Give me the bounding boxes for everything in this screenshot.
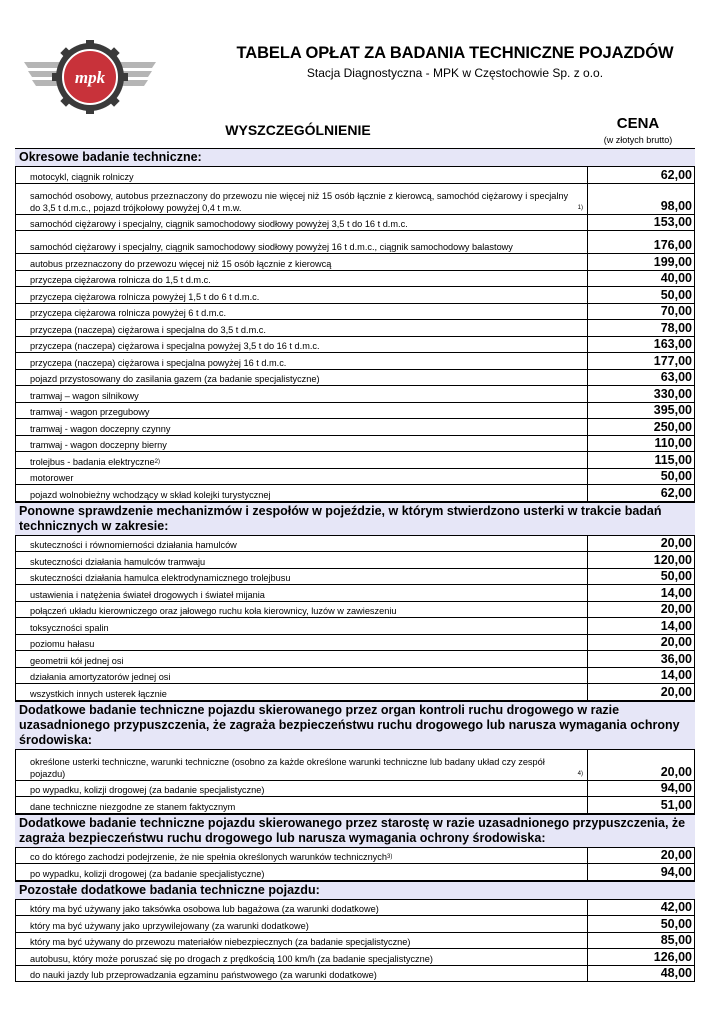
row-description <box>16 469 588 485</box>
section-title: Dodatkowe badanie techniczne pojazdu skierowanego przez organ kontroli ruchu drogowego w razie uzasadnionego przypuszczenia, że zagraża bezpieczeństwu ruchu drogowego lub narusza wymagania ochrony środowiska: <box>15 701 695 749</box>
row-description <box>16 271 588 287</box>
row-price: 14,00 <box>660 585 692 600</box>
table-row <box>15 353 695 370</box>
row-description <box>16 900 588 916</box>
row-price: 40,00 <box>660 271 692 285</box>
table-row <box>15 215 695 232</box>
table-row <box>15 436 695 453</box>
row-description <box>16 386 588 402</box>
row-description <box>16 949 588 965</box>
row-label: tramwaj - wagon doczepny czynny <box>30 423 171 434</box>
table-row <box>15 552 695 569</box>
row-label: przyczepa (naczepa) ciężarowa i specjalna powyżej 16 t d.m.c. <box>30 357 287 368</box>
section-title: Okresowe badanie techniczne: <box>15 148 695 166</box>
row-description <box>16 215 588 231</box>
row-price: 163,00 <box>653 337 692 351</box>
logo-text: mpk <box>74 68 106 87</box>
row-description <box>16 668 588 684</box>
table-row <box>15 864 695 881</box>
footnote-marker: 2) <box>154 458 160 465</box>
table-row <box>15 320 695 337</box>
section-title: Dodatkowe badanie techniczne pojazdu skierowanego przez starostę w razie uzasadnionego przypuszczenia, że zagraża bezpieczeństwu ruchu drogowego lub narusza wymagania ochrony środowiska: <box>15 814 695 847</box>
row-description <box>16 797 588 813</box>
row-description <box>16 848 588 864</box>
row-label: wszystkich innych usterek łącznie <box>30 688 167 699</box>
table-row <box>15 403 695 420</box>
row-label: przyczepa ciężarowa rolnicza powyżej 1,5 t do 6 t d.m.c. <box>30 291 260 302</box>
row-description <box>16 684 588 700</box>
table-row <box>15 916 695 933</box>
row-price: 126,00 <box>653 949 692 964</box>
section-rows <box>15 899 695 983</box>
row-description <box>16 353 588 369</box>
table-row <box>15 287 695 304</box>
table-row <box>15 452 695 469</box>
table-row <box>15 949 695 966</box>
row-description <box>16 254 588 270</box>
row-label: po wypadku, kolizji drogowej (za badanie specjalistyczne) <box>30 868 265 879</box>
table-row <box>15 419 695 436</box>
row-price: 62,00 <box>660 167 692 182</box>
row-price: 48,00 <box>660 966 692 980</box>
row-label: trolejbus - badania elektryczne <box>30 456 155 467</box>
row-label: po wypadku, kolizji drogowej (za badanie specjalistyczne) <box>30 785 265 795</box>
table-row <box>15 485 695 502</box>
table-row <box>15 933 695 950</box>
table-row <box>15 535 695 553</box>
row-label: skuteczności działania hamulców tramwaju <box>30 556 206 567</box>
footnote-marker: 1) <box>577 204 583 211</box>
section-title: Pozostałe dodatkowe badania techniczne pojazdu: <box>15 881 695 899</box>
row-price: 14,00 <box>660 618 692 633</box>
row-label: skuteczności i równomierności działania hamulców <box>30 540 237 550</box>
row-price: 330,00 <box>653 386 692 401</box>
table-row <box>15 781 695 798</box>
row-description <box>16 304 588 320</box>
row-description <box>16 452 588 468</box>
row-description <box>16 750 588 780</box>
row-description <box>16 585 588 601</box>
table-row <box>15 271 695 288</box>
row-description <box>16 916 588 932</box>
row-label: skuteczności działania hamulca elektrodynamicznego trolejbusu <box>30 573 291 583</box>
row-label: co do którego zachodzi podejrzenie, że nie spełnia określonych warunków technicznych <box>30 852 387 862</box>
row-label: określone usterki techniczne, warunki techniczne (osobno za każde określone warunki techniczne lub badany układ czy zespół pojazdu) <box>30 756 545 779</box>
row-price: 115,00 <box>654 452 692 467</box>
row-price: 98,00 <box>660 198 692 213</box>
price-column-note: (w złotych brutto) <box>603 135 673 145</box>
table-row <box>15 635 695 652</box>
row-price: 94,00 <box>660 864 692 879</box>
row-price: 20,00 <box>660 764 692 779</box>
row-label: który ma być używany jako uprzywilejowany (za warunki dodatkowe) <box>30 920 309 931</box>
row-price: 20,00 <box>660 635 692 649</box>
row-label: poziomu hałasu <box>30 639 95 649</box>
row-label: toksyczności spalin <box>30 622 109 633</box>
table-row <box>15 469 695 486</box>
row-price: 20,00 <box>660 848 692 862</box>
table-row <box>15 847 695 865</box>
row-price: 177,00 <box>653 353 692 368</box>
row-description <box>16 287 588 303</box>
row-price: 62,00 <box>660 485 692 500</box>
row-label: działania amortyzatorów jednej osi <box>30 672 171 682</box>
section-rows <box>15 847 695 881</box>
row-label: tramwaj - wagon doczepny bierny <box>30 440 167 450</box>
row-price: 20,00 <box>660 536 692 550</box>
row-label: połączeń układu kierowniczego oraz jałowego ruchu koła kierownicy, luzów w zawieszeniu <box>30 606 397 616</box>
row-price: 14,00 <box>660 668 692 682</box>
footnote-marker: 3) <box>387 854 393 860</box>
table-row <box>15 184 695 215</box>
page-subtitle: Stacja Diagnostyczna - MPK w Częstochowie Sp. z o.o. <box>306 66 604 80</box>
row-label: motocykl, ciągnik rolniczy <box>30 171 134 182</box>
table-row <box>15 254 695 271</box>
row-label: dane techniczne niezgodne ze stanem faktycznym <box>30 801 236 812</box>
row-description <box>16 485 588 501</box>
table-row <box>15 569 695 586</box>
row-description <box>16 536 588 552</box>
table-row <box>15 749 695 781</box>
row-label: samochód osobowy, autobus przeznaczony do przewozu nie więcej niż 15 osób łącznie z kierowcą, samochód ciężarowy i specjalny do 3,5 t d.m.c., pojazd trójkołowy powyżej 0,4 t m.w. <box>30 190 569 213</box>
table-row <box>15 585 695 602</box>
row-description <box>16 167 588 183</box>
table-row <box>15 602 695 619</box>
row-description <box>16 966 588 982</box>
row-description <box>16 864 588 880</box>
row-price: 199,00 <box>653 254 692 269</box>
row-price: 36,00 <box>660 651 692 666</box>
row-description <box>16 320 588 336</box>
footnote-marker: 4) <box>577 770 583 777</box>
description-column-header: WYSZCZEGÓLNIENIE <box>225 122 371 138</box>
row-label: tramwaj – wagon silnikowy <box>30 390 139 401</box>
row-description <box>16 419 588 435</box>
row-description <box>16 602 588 618</box>
table-row <box>15 386 695 403</box>
row-label: ustawienia i natężenia świateł drogowych i świateł mijania <box>30 589 265 600</box>
table-row <box>15 337 695 354</box>
price-column-header: CENA <box>616 115 660 132</box>
row-label: samochód ciężarowy i specjalny, ciągnik samochodowy siodłowy powyżej 3,5 t do 16 t d.m.c. <box>30 219 408 229</box>
row-price: 153,00 <box>653 215 692 229</box>
row-label: autobus przeznaczony do przewozu więcej niż 15 osób łącznie z kierowcą <box>30 258 332 269</box>
row-description <box>16 651 588 667</box>
section-title: Ponowne sprawdzenie mechanizmów i zespołów w pojeździe, w którym stwierdzono usterki w trakcie badań technicznych w zakresie: <box>15 502 695 535</box>
row-label: przyczepa ciężarowa rolnicza do 1,5 t d.m.c. <box>30 275 211 285</box>
table-row <box>15 618 695 635</box>
row-description <box>16 618 588 634</box>
section-rows <box>15 535 695 701</box>
row-label: który ma być używany jako taksówka osobowa lub bagażowa (za warunki dodatkowe) <box>30 904 379 914</box>
fee-table <box>15 148 695 982</box>
row-label: pojazd przystosowany do zasilania gazem (za badanie specjalistyczne) <box>30 374 320 384</box>
row-label: pojazd wolnobieżny wchodzący w skład kolejki turystycznej <box>30 489 271 500</box>
row-price: 63,00 <box>660 370 692 384</box>
row-price: 50,00 <box>660 469 692 483</box>
row-description <box>16 337 588 353</box>
table-row <box>15 668 695 685</box>
row-price: 51,00 <box>660 797 692 812</box>
row-price: 94,00 <box>660 781 692 795</box>
row-description <box>16 370 588 386</box>
row-label: przyczepa (naczepa) ciężarowa i specjalna powyżej 3,5 t do 16 t d.m.c. <box>30 341 320 351</box>
row-price: 176,00 <box>653 238 692 252</box>
row-price: 78,00 <box>660 320 692 335</box>
table-row <box>15 899 695 917</box>
row-label: przyczepa ciężarowa rolnicza powyżej 6 t d.m.c. <box>30 308 227 318</box>
row-label: autobusu, który może poruszać się po drogach z prędkością 100 km/h (za badanie specjalistyczne) <box>30 953 433 964</box>
table-row <box>15 797 695 814</box>
row-price: 20,00 <box>660 684 692 699</box>
section-rows <box>15 166 695 502</box>
row-label: samochód ciężarowy i specjalny, ciągnik samochodowy siodłowy powyżej 16 t d.m.c., ciągnik samochodowy balastowy <box>30 242 513 252</box>
row-description <box>16 781 588 797</box>
table-row <box>15 166 695 184</box>
row-price: 395,00 <box>653 403 692 417</box>
row-price: 70,00 <box>660 304 692 318</box>
row-description <box>16 184 588 214</box>
row-description <box>16 933 588 949</box>
row-price: 110,00 <box>654 436 692 450</box>
table-row <box>15 651 695 668</box>
row-description <box>16 436 588 452</box>
row-price: 50,00 <box>660 287 692 302</box>
row-description <box>16 231 588 253</box>
table-row <box>15 370 695 387</box>
row-price: 250,00 <box>653 419 692 434</box>
row-label: który ma być używany do przewozu materiałów niebezpiecznych (za badanie specjalistyczne) <box>30 937 411 947</box>
table-row <box>15 966 695 983</box>
row-price: 50,00 <box>660 916 692 931</box>
row-price: 20,00 <box>660 602 692 616</box>
row-label: do nauki jazdy lub przeprowadzania egzaminu państwowego (za warunki dodatkowe) <box>30 970 377 980</box>
table-row <box>15 304 695 321</box>
table-row <box>15 231 695 254</box>
row-description <box>16 569 588 585</box>
page-title: TABELA OPŁAT ZA BADANIA TECHNICZNE POJAZDÓW <box>236 44 674 62</box>
row-label: motorower <box>30 473 74 483</box>
row-description <box>16 635 588 651</box>
table-row <box>15 684 695 701</box>
row-price: 120,00 <box>653 552 692 567</box>
row-price: 50,00 <box>660 569 692 583</box>
row-label: geometrii kół jednej osi <box>30 655 124 666</box>
row-price: 85,00 <box>660 933 692 947</box>
row-description <box>16 403 588 419</box>
row-label: przyczepa (naczepa) ciężarowa i specjalna do 3,5 t d.m.c. <box>30 324 266 335</box>
row-price: 42,00 <box>660 900 692 914</box>
section-rows <box>15 749 695 814</box>
row-description <box>16 552 588 568</box>
mpk-logo <box>22 40 158 114</box>
row-label: tramwaj - wagon przegubowy <box>30 407 150 417</box>
